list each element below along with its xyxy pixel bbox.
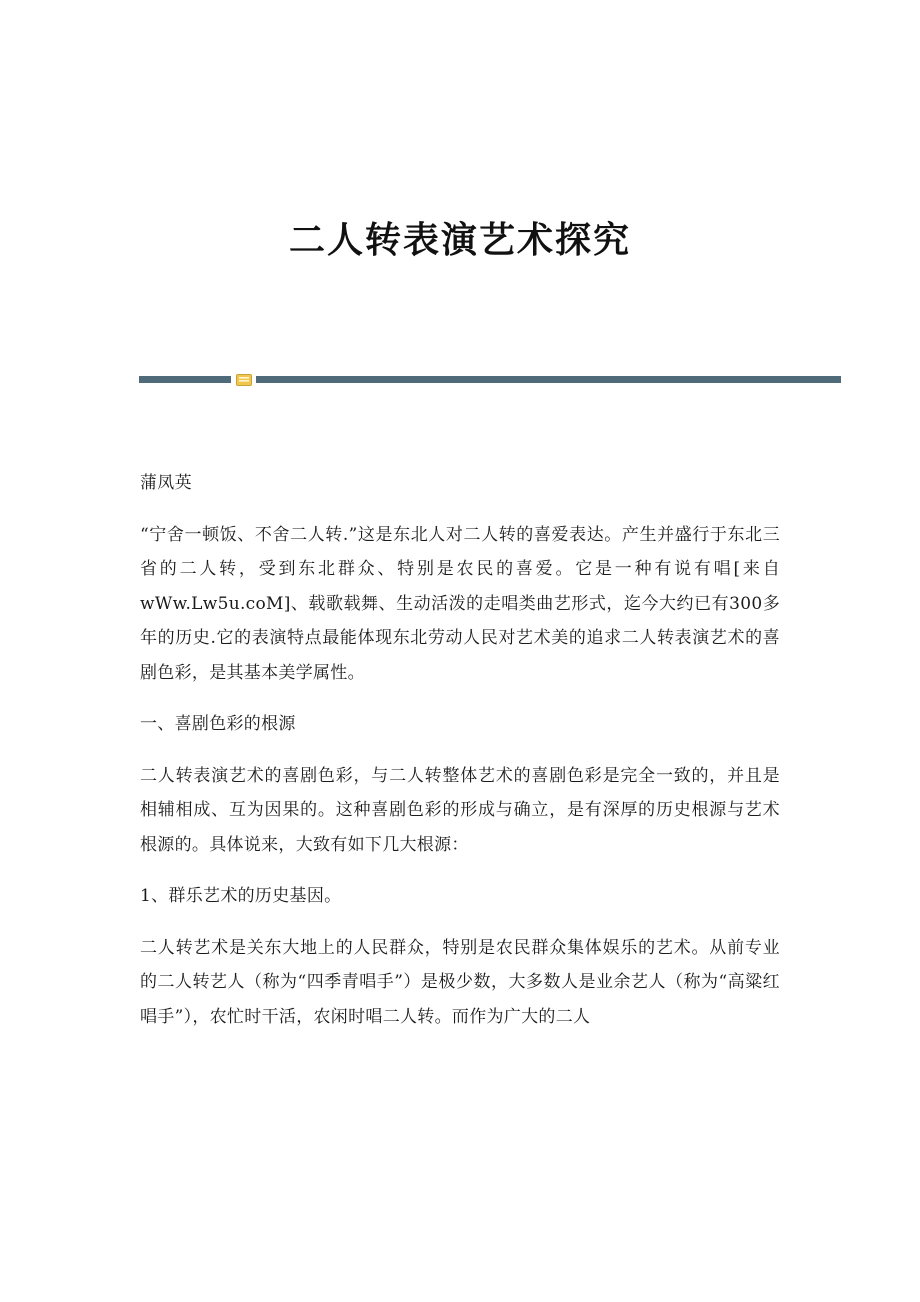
paragraph-intro: “宁舍一顿饭、不舍二人转.”这是东北人对二人转的喜爱表达。产生并盛行于东北三省的二人转，受到东北群众、特别是农民的喜爱。它是一种有说有唱[来自 wWw.Lw5u.coM]、载歌载舞、生动活泼的走唱类曲艺形式，迄今大约已有300多年的历史.它的表演特点最能体现东北劳动人民对艺术美的追求二人转表演艺术的喜剧色彩，是其基本美学属性。: [140, 524, 780, 683]
author-name: 蒲凤英: [140, 473, 192, 493]
article-body: [140, 466, 780, 1051]
title-divider: [139, 374, 841, 386]
paragraph: 二人转表演艺术的喜剧色彩，与二人转整体艺术的喜剧色彩是完全一致的，并且是相辅相成、互为因果的。这种喜剧色彩的形成与确立，是有深厚的历史根源与艺术根源的。具体说来，大致有如下几大根源：: [140, 765, 780, 855]
section-heading: 一、喜剧色彩的根源: [140, 714, 296, 734]
subsection-heading: 1、群乐艺术的历史基因。: [140, 886, 342, 906]
document-title: 二人转表演艺术探究: [288, 219, 631, 261]
divider-bar-left: [139, 376, 231, 383]
divider-ornament-icon: [236, 374, 252, 386]
divider-bar-right: [256, 376, 841, 383]
paragraph: 二人转艺术是关东大地上的人民群众，特别是农民群众集体娱乐的艺术。从前专业的二人转艺人（称为“四季青唱手”）是极少数，大多数人是业余艺人（称为“高粱红唱手”），农忙时干活，农闲时唱二人转。而作为广大的二人: [140, 937, 780, 1027]
